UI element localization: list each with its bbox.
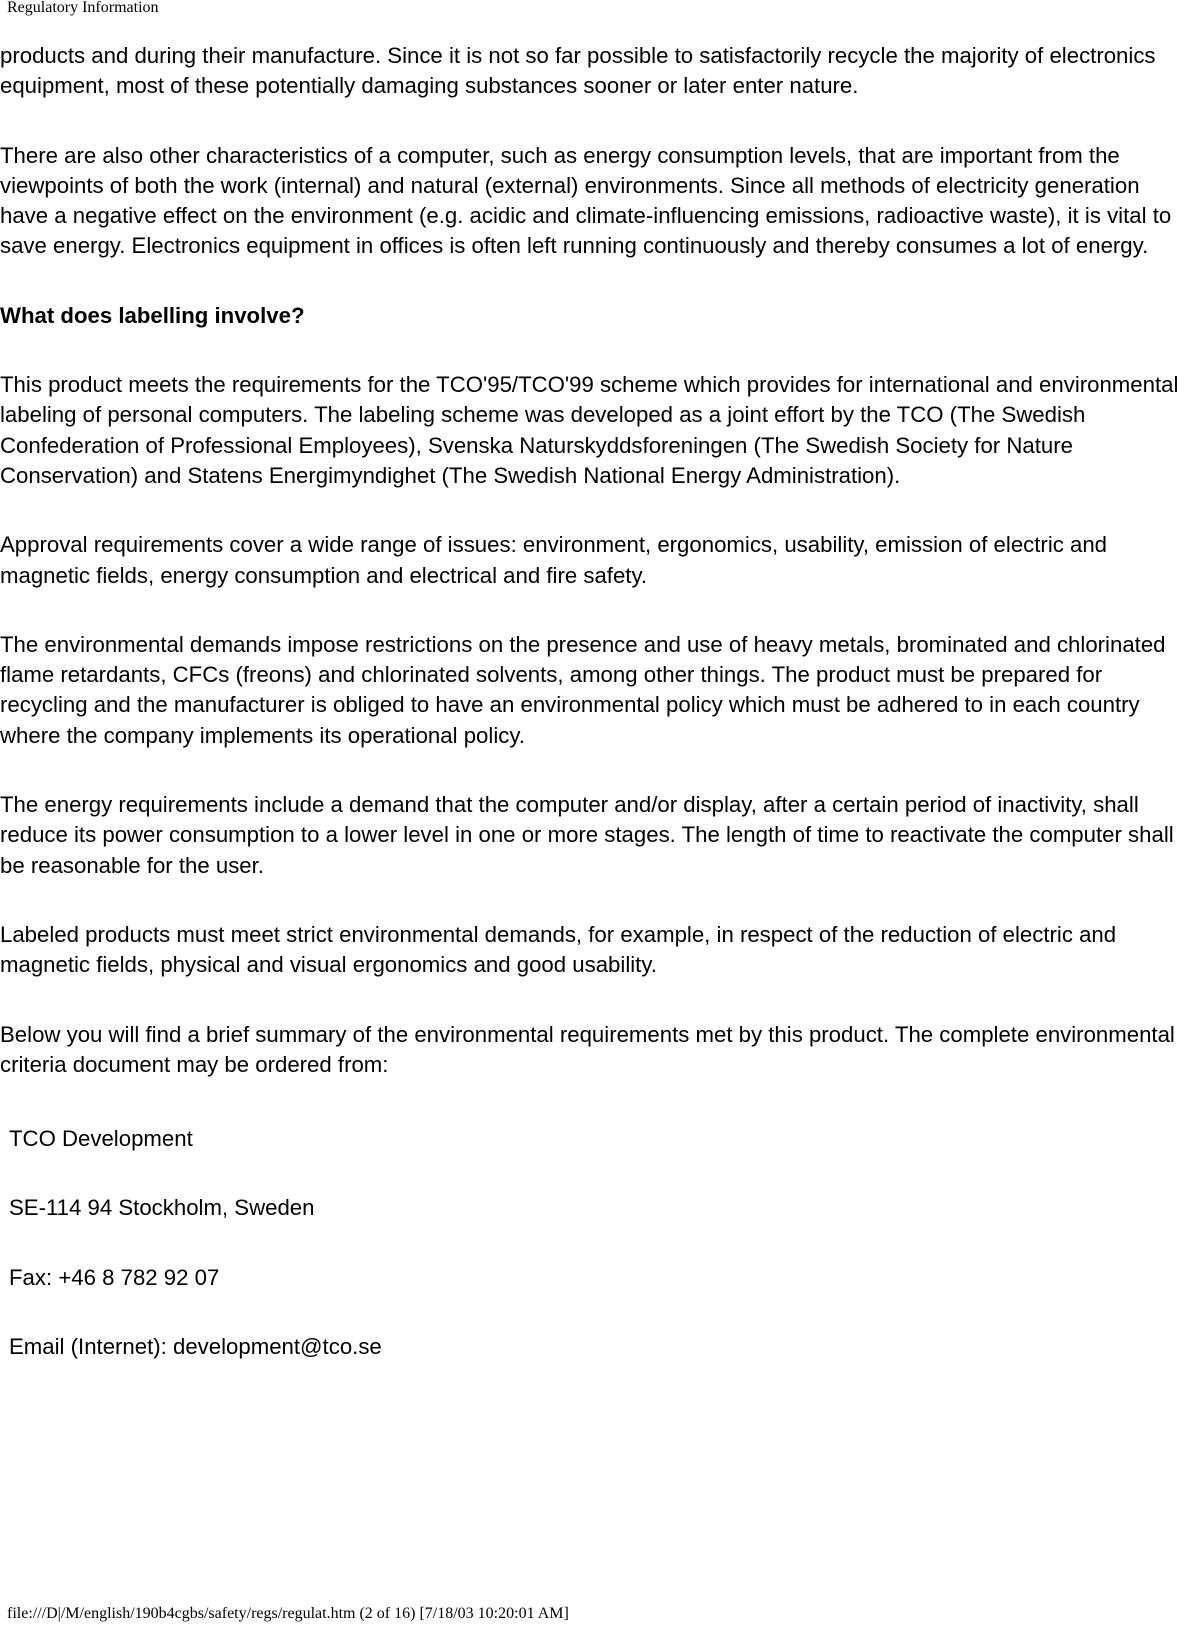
paragraph-environmental-demands: The environmental demands impose restrictions on the presence and use of heavy metals, brominated and chlorinated flame retardants, CFCs (freons) and chlorinated solvents, among other things. The product must be prepared for recycling and the manufacturer is obliged to have an environmental policy which must be adhered to in each country where the company implements its operational policy. bbox=[0, 631, 1166, 748]
address-city: SE-114 94 Stockholm, Sweden bbox=[9, 1195, 315, 1221]
paragraph-summary-intro: Below you will find a brief summary of the environmental requirements met by this product. The complete environmental criteria document may be ordered from: bbox=[0, 1021, 1175, 1077]
address-fax: Fax: +46 8 782 92 07 bbox=[9, 1264, 220, 1290]
contact-address-block bbox=[0, 1124, 1192, 1362]
paragraph-energy-requirements: The energy requirements include a demand that the computer and/or display, after a certain period of inactivity, shall reduce its power consumption to a lower level in one or more stages. The length of time to reactivate the computer shall be reasonable for the user. bbox=[0, 792, 1174, 878]
paragraph-tco-scheme: This product meets the requirements for the TCO'95/TCO'99 scheme which provides for international and environmental labeling of personal computers. The labeling scheme was developed as a joint effort by the TCO (The Swedish Confederation of Professional Employees), Svenska Naturskyddsforeningen (The Swedish Society for Nature Conservation) and Statens Energimyndighet (The Swedish National Energy Administration). bbox=[0, 372, 1179, 488]
paragraph-recycling: products and during their manufacture. Since it is not so far possible to satisfactorily recycle the majority of electronics equipment, most of these potentially damaging substances sooner or later enter nature. bbox=[0, 43, 1156, 99]
paragraph-approval-requirements: Approval requirements cover a wide range of issues: environment, ergonomics, usability, emission of electric and magnetic fields, energy consumption and electrical and fire safety. bbox=[0, 532, 1108, 588]
address-email: Email (Internet): development@tco.se bbox=[9, 1334, 382, 1360]
document-body bbox=[0, 41, 1192, 1401]
address-organization: TCO Development bbox=[9, 1126, 193, 1152]
page-header-title: Regulatory Information bbox=[7, 0, 159, 16]
section-heading-labelling: What does labelling involve? bbox=[0, 302, 305, 328]
paragraph-energy-consumption: There are also other characteristics of a computer, such as energy consumption levels, that are important from the viewpoints of both the work (internal) and natural (external) environments. Since all methods of electricity generation have a negative effect on the environment (e.g. acidic and climate-influencing emissions, radioactive waste), it is vital to save energy. Electronics equipment in offices is often left running continuously and thereby consumes a lot of energy. bbox=[0, 142, 1172, 259]
page-footer-path: file:///D|/M/english/190b4cgbs/safety/regs/regulat.htm (2 of 16) [7/18/03 10:20:01 AM] bbox=[7, 1605, 569, 1622]
paragraph-labeled-products: Labeled products must meet strict environmental demands, for example, in respect of the reduction of electric and magnetic fields, physical and visual ergonomics and good usability. bbox=[0, 921, 1117, 978]
